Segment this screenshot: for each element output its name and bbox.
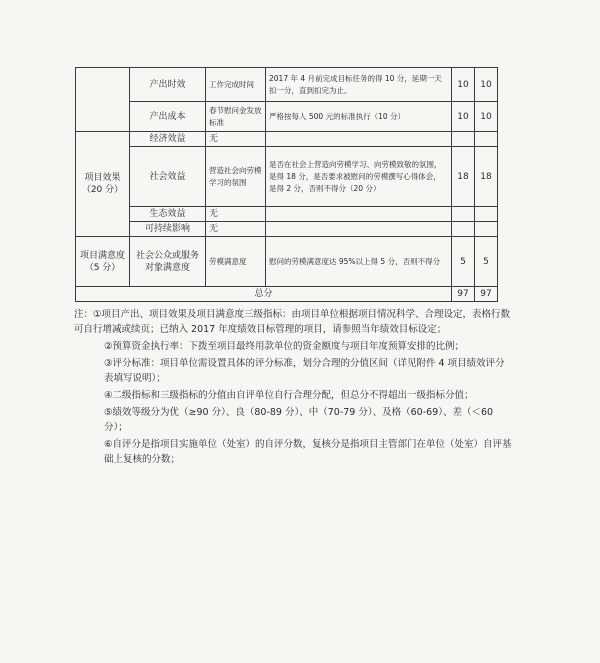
sub-indicator: 可持续影响 (130, 222, 206, 237)
indicator: 工作完成时间 (206, 68, 266, 102)
note-item (74, 405, 514, 435)
note-marker: ⑤ (104, 407, 113, 418)
sub-indicator: 经济效益 (130, 132, 206, 147)
table-row (76, 237, 498, 287)
total-label: 总分 (76, 287, 452, 302)
note-text: 绩效等级分为优（≥90 分）、良（80-89 分）、中（70-79 分）、及格（60-69）、差（＜60 分）； (104, 407, 494, 433)
note-item (74, 339, 514, 354)
sub-indicator: 生态效益 (130, 207, 206, 222)
self-score: 18 (452, 147, 475, 207)
indicator: 营造社会向劳模学习的氛围 (206, 147, 266, 207)
table-row (76, 132, 498, 147)
total-review-score: 97 (475, 287, 498, 302)
standard: 是否在社会上营造向劳模学习、向劳模致敬的氛围，是得 18 分，是否要求被慰问的劳模撰写心得体会，是得 2 分，否则不得分（20 分） (266, 147, 452, 207)
note-text: 项目产出、项目效果及项目满意度三级指标：由项目单位根据项目情况科学、合理设定，表格行数可自行增减或续页；已纳入 2017 年度绩效目标管理的项目，请参照当年绩效目标设定； (74, 309, 511, 335)
note-text: 二级指标和三级指标的分值由自评单位自行合理分配，但总分不得超出一级指标分值； (112, 390, 474, 401)
table-row (76, 222, 498, 237)
table-row (76, 102, 498, 132)
sub-indicator: 社会效益 (130, 147, 206, 207)
note-text: 自评分是指项目实施单位（处室）的自评分数，复核分是指项目主管部门在单位（处室）自评基础上复核的分数； (104, 439, 512, 465)
standard: 慰问的劳模满意度达 95%以上得 5 分，否则不得分 (266, 237, 452, 287)
indicator: 无 (206, 222, 266, 237)
note-marker: ② (104, 341, 113, 352)
note-marker: ⑥ (104, 439, 113, 450)
review-score: 18 (475, 147, 498, 207)
table-row (76, 207, 498, 222)
table-row (76, 147, 498, 207)
note-text: 预算资金执行率：下拨至项目最终用款单位的资金额度与项目年度预算安排的比例； (112, 341, 465, 352)
table-row (76, 68, 498, 102)
standard: 严格按每人 500 元的标准执行（10 分） (266, 102, 452, 132)
sub-indicator: 社会公众或服务对象满意度 (130, 237, 206, 287)
self-score: 10 (452, 102, 475, 132)
indicator: 无 (206, 132, 266, 147)
review-score: 10 (475, 68, 498, 102)
note-item (74, 388, 514, 403)
standard: 2017 年 4 月前完成目标任务的得 10 分，延期一天扣一分，直到扣完为止。 (266, 68, 452, 102)
sub-indicator: 产出成本 (130, 102, 206, 132)
self-score: 10 (452, 68, 475, 102)
indicator: 无 (206, 207, 266, 222)
indicator: 劳模满意度 (206, 237, 266, 287)
indicator: 春节慰问金发放标准 (206, 102, 266, 132)
note-text: 评分标准：项目单位需设置具体的评分标准，划分合理的分值区间（详见附件 4 项目绩效评分表填写说明）； (104, 358, 505, 384)
total-row (76, 287, 498, 302)
output-group-cell (76, 68, 130, 132)
note-marker: ④ (104, 390, 113, 401)
satisfaction-label: 项目满意度（5 分） (76, 237, 130, 287)
notes-section (74, 307, 514, 469)
review-score: 10 (475, 102, 498, 132)
note-item (74, 356, 514, 386)
note-item (74, 307, 514, 337)
note-item (74, 437, 514, 467)
sub-indicator: 产出时效 (130, 68, 206, 102)
review-score: 5 (475, 237, 498, 287)
note-marker: 注：① (74, 309, 102, 320)
note-marker: ③ (104, 358, 113, 369)
self-score: 5 (452, 237, 475, 287)
total-self-score: 97 (452, 287, 475, 302)
effect-label: 项目效果（20 分） (76, 132, 130, 237)
evaluation-table (75, 67, 498, 302)
